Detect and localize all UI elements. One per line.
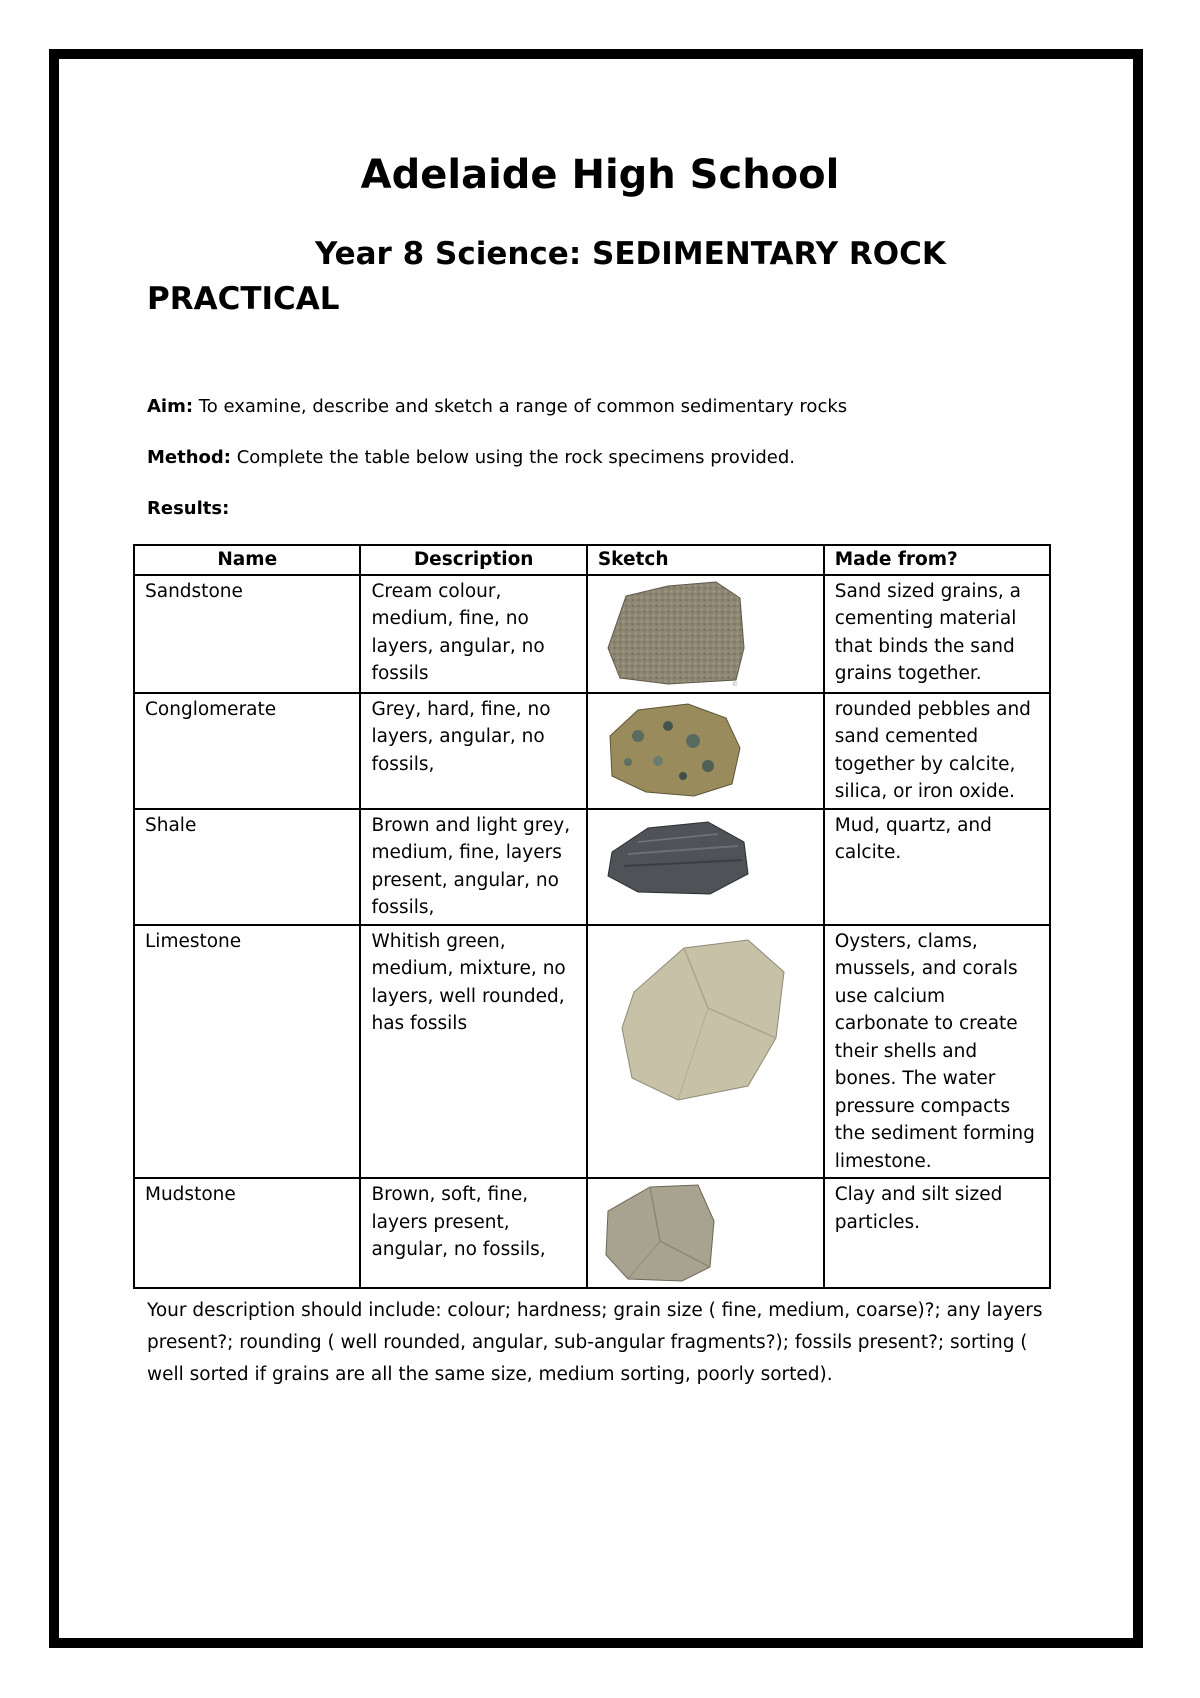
aim-paragraph	[147, 396, 847, 417]
rock-description: Whitish green, medium, mixture, no layers, well rounded, has fossils	[360, 925, 586, 1179]
header-made-from: Made from?	[824, 545, 1050, 575]
rock-made-from: Mud, quartz, and calcite.	[824, 809, 1050, 925]
title-line-2: PRACTICAL	[147, 281, 340, 317]
method-paragraph	[147, 447, 795, 468]
rock-description: Cream colour, medium, fine, no layers, angular, no fossils	[360, 575, 586, 693]
limestone-rock-image	[598, 928, 798, 1108]
rock-name: Shale	[134, 809, 360, 925]
shale-rock-image	[598, 812, 754, 902]
practical-title	[147, 232, 1047, 322]
school-name: Adelaide High School	[360, 152, 840, 198]
rock-made-from: Clay and silt sized particles.	[824, 1178, 1050, 1288]
rock-sketch	[587, 925, 824, 1179]
table-row	[134, 925, 1050, 1179]
rock-sketch	[587, 693, 824, 809]
rock-made-from: rounded pebbles and sand cemented together by calcite, silica, or iron oxide.	[824, 693, 1050, 809]
method-label: Method:	[147, 447, 231, 468]
aim-label: Aim:	[147, 396, 194, 417]
aim-text: To examine, describe and sketch a range of common sedimentary rocks	[193, 396, 848, 417]
conglomerate-rock-image	[598, 696, 748, 801]
table-row	[134, 1178, 1050, 1288]
table-row	[134, 575, 1050, 693]
rock-sketch	[587, 575, 824, 693]
rock-name: Conglomerate	[134, 693, 360, 809]
description-guidance: Your description should include: colour; hardness; grain size ( fine, medium, coarse)?; any layers present?; rounding ( well rounded, angular, sub-angular fragments?); fossils present?; sorting ( well sorted if grains are all the same size, medium sorting, poorly sorted).	[147, 1300, 1043, 1385]
rock-description: Grey, hard, fine, no layers, angular, no fossils,	[360, 693, 586, 809]
rock-description: Brown and light grey, medium, fine, layers present, angular, no fossils,	[360, 809, 586, 925]
table-header-row	[134, 545, 1050, 575]
rock-sketch	[587, 809, 824, 925]
rock-sketch	[587, 1178, 824, 1288]
rock-made-from: Sand sized grains, a cementing material that binds the sand grains together.	[824, 575, 1050, 693]
rock-name: Limestone	[134, 925, 360, 1179]
sandstone-rock-image	[598, 578, 758, 690]
rock-name: Sandstone	[134, 575, 360, 693]
mudstone-rock-image	[598, 1181, 718, 1285]
header-description: Description	[360, 545, 586, 575]
results-table	[133, 544, 1051, 1289]
rock-made-from: Oysters, clams, mussels, and corals use calcium carbonate to create their shells and bones. The water pressure compacts the sediment forming limestone.	[824, 925, 1050, 1179]
table-row	[134, 693, 1050, 809]
svg-text:©: ©	[731, 680, 738, 688]
rock-description: Brown, soft, fine, layers present, angular, no fossils,	[360, 1178, 586, 1288]
rock-name: Mudstone	[134, 1178, 360, 1288]
method-text: Complete the table below using the rock specimens provided.	[231, 447, 796, 468]
header-sketch: Sketch	[587, 545, 824, 575]
header-name: Name	[134, 545, 360, 575]
table-row	[134, 809, 1050, 925]
title-line-1: Year 8 Science: SEDIMENTARY ROCK	[315, 236, 946, 272]
results-label-text: Results:	[147, 498, 230, 519]
results-label	[147, 498, 229, 519]
